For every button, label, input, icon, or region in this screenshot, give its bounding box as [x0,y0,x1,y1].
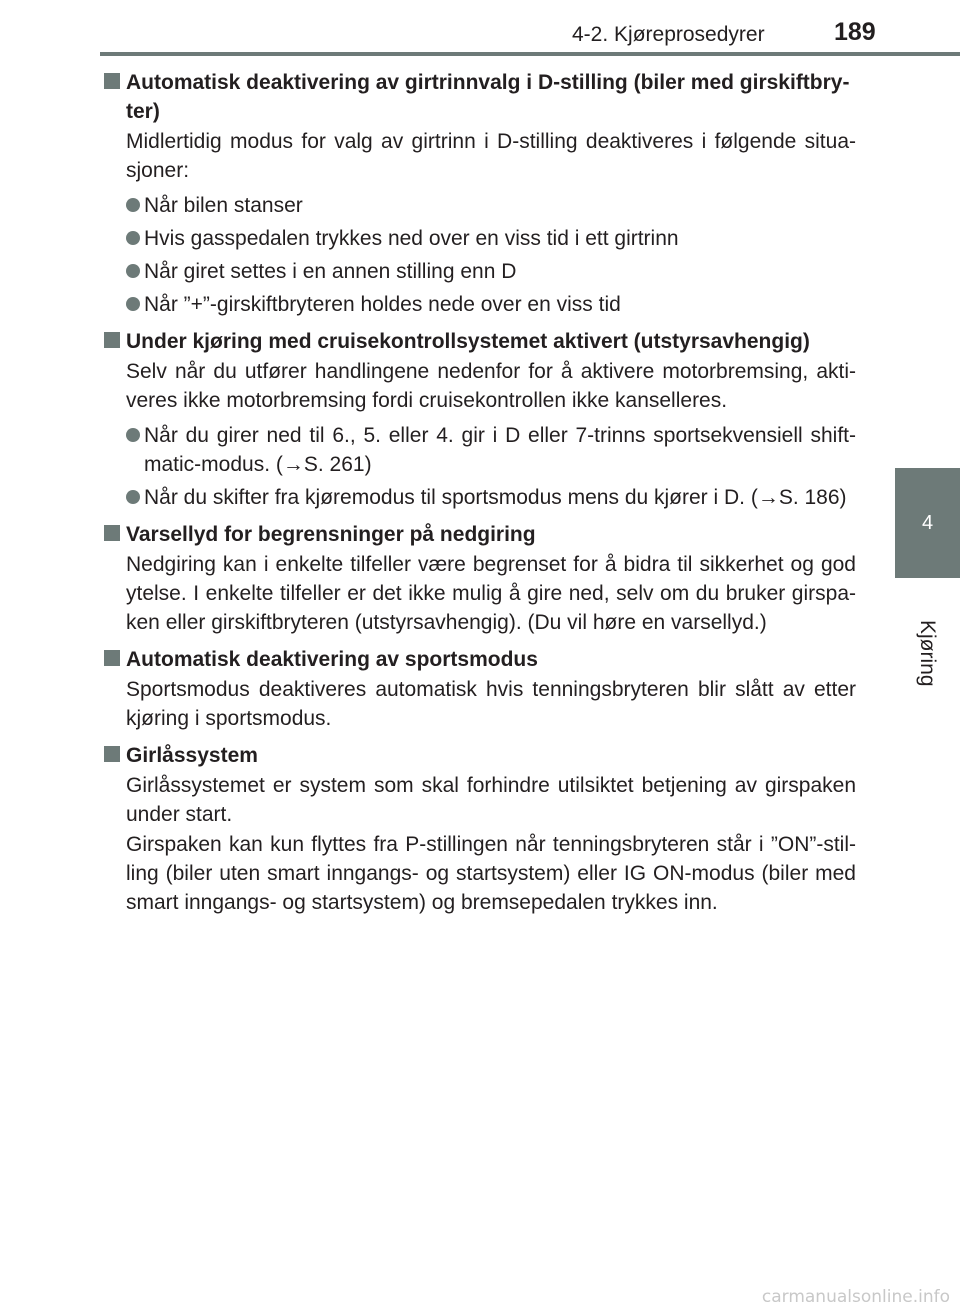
section-paragraph: Sportsmodus deaktiveres automatisk hvis tenningsbryteren blir slått av etter kjøring i sportsmodus. [126,678,856,730]
list-item: Når du skifter fra kjøremodus til sportsmodus mens du kjører i D. (→S. 186) [104,483,856,512]
list-item: Når ”+”-girskiftbryteren holdes nede over en viss tid [104,290,856,319]
round-bullet-icon [126,198,140,212]
section-heading: Automatisk deaktivering av sportsmodus [104,645,856,674]
square-bullet-icon [104,525,120,541]
watermark: carmanualsonline.info [761,1287,950,1307]
round-bullet-icon [126,490,140,504]
header-divider [100,52,960,56]
chapter-number: 4 [921,511,934,534]
section-gear-selection [104,68,856,319]
round-bullet-icon [126,264,140,278]
chapter-tab [895,468,960,578]
section-paragraph: Girlåssystemet er system som skal forhindre utilsiktet betjening av girspaken under start. [126,774,856,826]
section-paragraph: Nedgiring kan i enkelte tilfeller være begrenset for å bidra til sikkerhet og god ytelse. I enkelte tilfeller er det ikke mulig å gire ned, selv om du bruker girspa-ken eller girskiftbryteren (utstyrsavhengig). (Du vil høre en varsellyd.) [126,553,856,634]
section-heading: Girlåssystem [104,741,856,770]
list-item: Når du girer ned til 6., 5. eller 4. gir i D eller 7-trinns sportsekvensiell shift-matic-modus. (→S. 261) [104,421,856,479]
square-bullet-icon [104,746,120,762]
square-bullet-icon [104,650,120,666]
section-title: 4-2. Kjøreprosedyrer [572,23,765,46]
chapter-title: Kjøring [916,620,939,687]
list-item: Når bilen stanser [104,191,856,220]
round-bullet-icon [126,297,140,311]
section-heading: Automatisk deaktivering av girtrinnvalg i D-stilling (biler med girskiftbry-ter) [104,68,856,126]
main-content [104,68,856,925]
round-bullet-icon [126,428,140,442]
section-cruise-control [104,327,856,512]
section-paragraph: Selv når du utfører handlingene nedenfor for å aktivere motorbremsing, akti-veres ikke motorbremsing fordi cruisekontrollen ikke kanselleres. [126,360,856,412]
page-number: 189 [834,18,876,46]
square-bullet-icon [104,332,120,348]
list-item: Hvis gasspedalen trykkes ned over en viss tid i ett girtrinn [104,224,856,253]
round-bullet-icon [126,231,140,245]
section-paragraph: Midlertidig modus for valg av girtrinn i D-stilling deaktiveres i følgende situa-sjoner: [126,130,856,182]
section-shift-lock [104,741,856,917]
section-sport-mode [104,645,856,733]
section-heading: Varsellyd for begrensninger på nedgiring [104,520,856,549]
section-heading: Under kjøring med cruisekontrollsystemet aktivert (utstyrsavhengig) [104,327,856,356]
section-downshift-warning [104,520,856,637]
list-item: Når giret settes i en annen stilling enn D [104,257,856,286]
section-paragraph-2: Girspaken kan kun flyttes fra P-stillingen når tenningsbryteren står i ”ON”-stil-ling (biler uten smart inngangs- og startsystem) eller IG ON-modus (biler med smart inngangs- og startsystem) og bremsepedalen trykkes inn. [126,833,856,914]
square-bullet-icon [104,73,120,89]
